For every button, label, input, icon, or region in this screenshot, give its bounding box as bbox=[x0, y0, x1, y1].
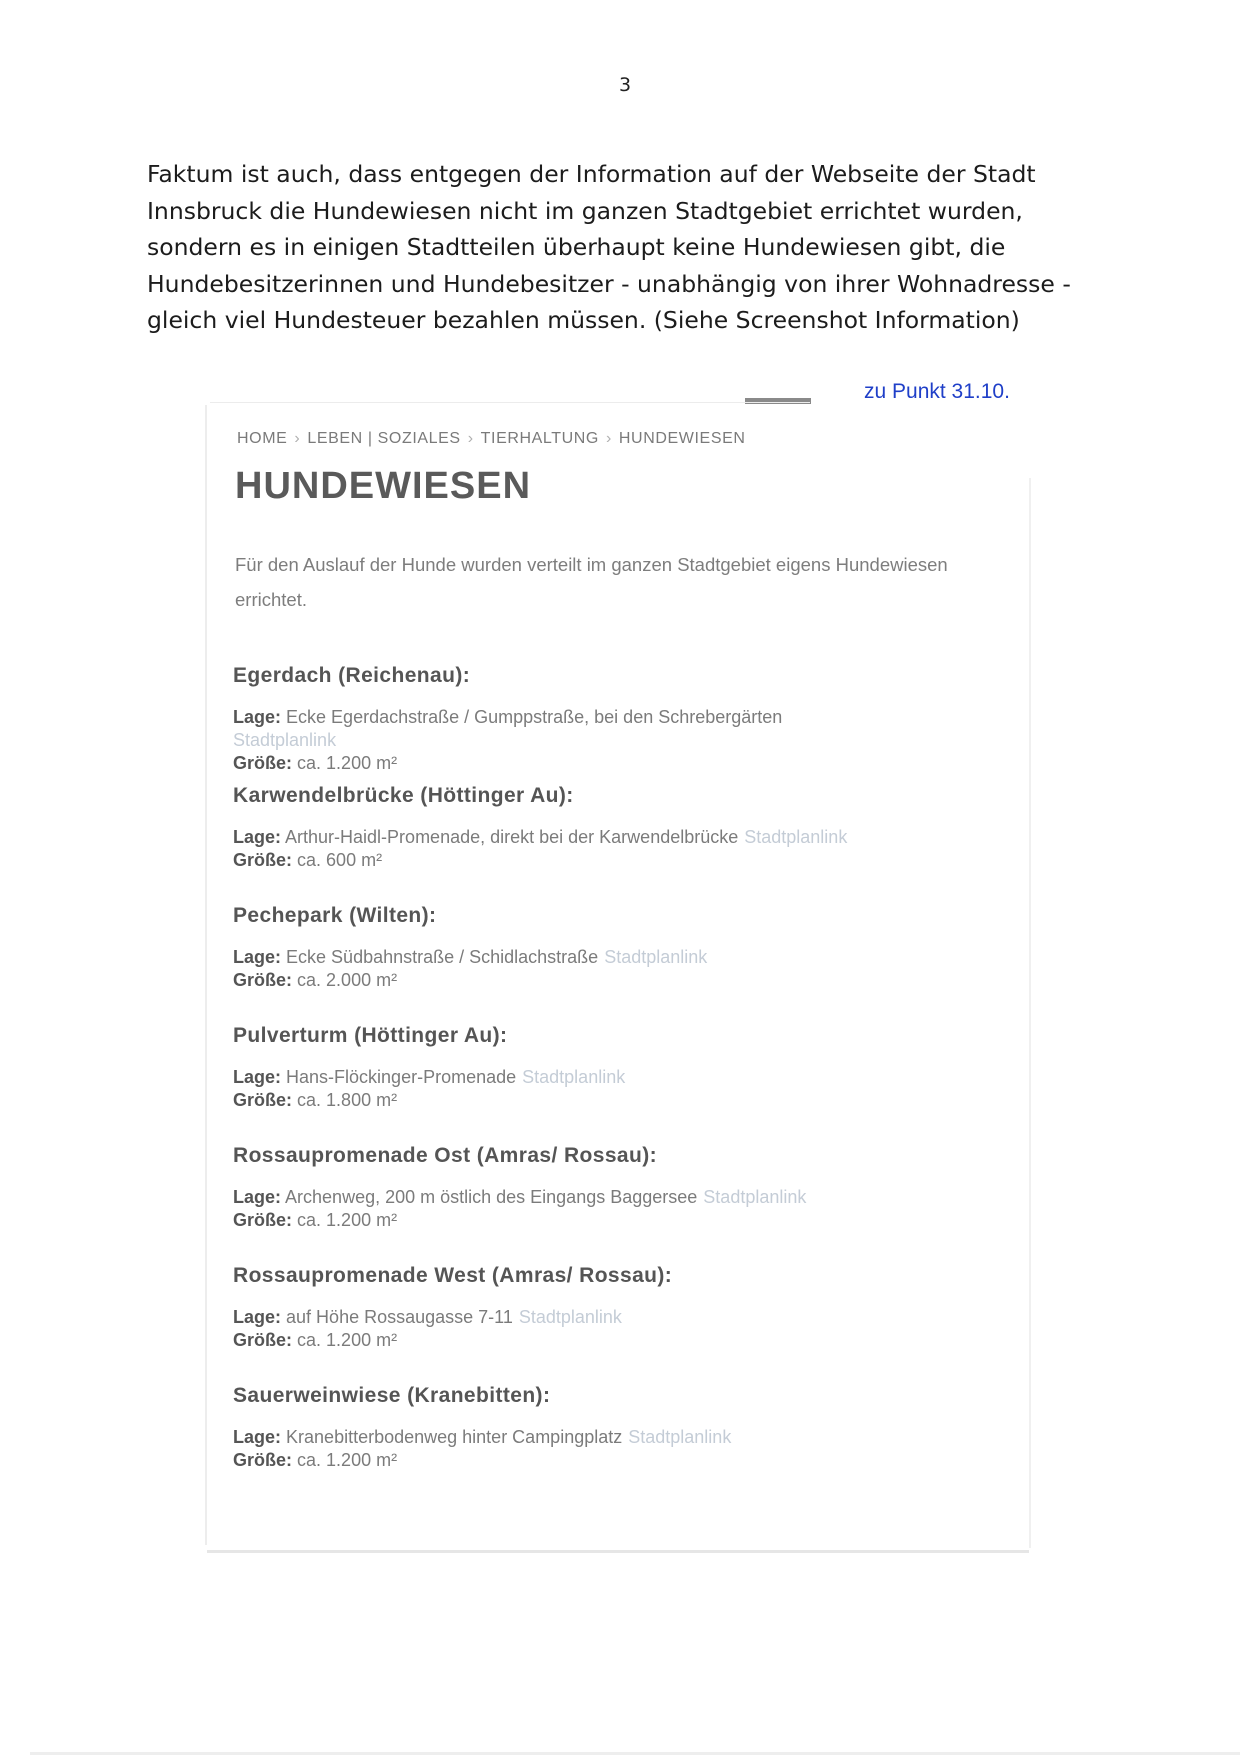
stadtplan-link[interactable]: Stadtplanlink bbox=[604, 947, 708, 967]
lage-label: Lage: bbox=[233, 1307, 282, 1327]
lage-label: Lage: bbox=[233, 707, 282, 727]
stadtplan-link[interactable]: Stadtplanlink bbox=[233, 730, 337, 750]
location-lage bbox=[233, 1306, 1013, 1329]
lage-value: auf Höhe Rossaugasse 7-11 bbox=[286, 1307, 513, 1327]
location-lage bbox=[233, 706, 1013, 752]
annotation-note: zu Punkt 31.10. bbox=[864, 380, 1010, 403]
breadcrumb-item-home[interactable]: HOME bbox=[237, 430, 288, 447]
location-groesse bbox=[233, 1329, 1013, 1352]
groesse-value: ca. 2.000 m² bbox=[297, 970, 398, 990]
groesse-value: ca. 1.800 m² bbox=[297, 1090, 398, 1110]
screenshot-right-border bbox=[1029, 478, 1031, 1548]
groesse-label: Größe: bbox=[233, 753, 293, 773]
groesse-label: Größe: bbox=[233, 1210, 293, 1230]
location-groesse bbox=[233, 752, 1013, 775]
lage-label: Lage: bbox=[233, 1187, 282, 1207]
stadtplan-link[interactable]: Stadtplanlink bbox=[744, 827, 848, 847]
breadcrumb-item-hundewiesen[interactable]: HUNDEWIESEN bbox=[618, 430, 746, 447]
lage-label: Lage: bbox=[233, 947, 282, 967]
stadtplan-link[interactable]: Stadtplanlink bbox=[628, 1427, 732, 1447]
groesse-label: Größe: bbox=[233, 1330, 293, 1350]
breadcrumb-separator: › bbox=[605, 430, 612, 447]
location-item bbox=[233, 780, 1013, 900]
screenshot-left-border bbox=[205, 405, 207, 1545]
location-item bbox=[233, 900, 1013, 1020]
breadcrumb bbox=[237, 430, 746, 448]
groesse-value: ca. 600 m² bbox=[297, 850, 383, 870]
groesse-value: ca. 1.200 m² bbox=[297, 753, 398, 773]
breadcrumb-item-leben-soziales[interactable]: LEBEN | SOZIALES bbox=[307, 430, 461, 447]
screenshot-top-bar bbox=[745, 398, 811, 404]
groesse-label: Größe: bbox=[233, 1450, 293, 1470]
location-groesse bbox=[233, 1089, 1013, 1112]
location-name: Pechepark (Wilten): bbox=[233, 904, 437, 927]
location-name: Karwendelbrücke (Höttinger Au): bbox=[233, 784, 574, 807]
location-name: Pulverturm (Höttinger Au): bbox=[233, 1024, 508, 1047]
lage-value: Ecke Egerdachstraße / Gumppstraße, bei den Schrebergärten bbox=[286, 707, 783, 727]
page-lead: Für den Auslauf der Hunde wurden verteilt im ganzen Stadtgebiet eigens Hundewiesen errichtet. bbox=[235, 554, 948, 610]
lage-value: Arthur-Haidl-Promenade, direkt bei der Karwendelbrücke bbox=[285, 827, 739, 847]
location-item bbox=[233, 660, 1013, 780]
location-lage bbox=[233, 1186, 1013, 1209]
groesse-label: Größe: bbox=[233, 1090, 293, 1110]
page-title: HUNDEWIESEN bbox=[235, 465, 532, 507]
screenshot-bottom-border bbox=[207, 1550, 1029, 1553]
location-item bbox=[233, 1380, 1013, 1500]
location-lage bbox=[233, 946, 1013, 969]
page-number: 3 bbox=[618, 74, 632, 96]
location-groesse bbox=[233, 849, 1013, 872]
breadcrumb-separator: › bbox=[467, 430, 474, 447]
location-lage bbox=[233, 1066, 1013, 1089]
location-lage bbox=[233, 1426, 1013, 1449]
location-name: Rossaupromenade Ost (Amras/ Rossau): bbox=[233, 1144, 658, 1167]
stadtplan-link[interactable]: Stadtplanlink bbox=[522, 1067, 626, 1087]
location-item bbox=[233, 1260, 1013, 1380]
stadtplan-link[interactable]: Stadtplanlink bbox=[518, 1307, 622, 1327]
screenshot-top-border bbox=[210, 402, 810, 403]
breadcrumb-separator: › bbox=[294, 430, 301, 447]
lage-label: Lage: bbox=[233, 1427, 282, 1447]
stadtplan-link[interactable]: Stadtplanlink bbox=[703, 1187, 807, 1207]
location-name: Sauerweinwiese (Kranebitten): bbox=[233, 1384, 551, 1407]
location-item bbox=[233, 1140, 1013, 1260]
lage-label: Lage: bbox=[233, 827, 282, 847]
location-item bbox=[233, 1020, 1013, 1140]
location-list bbox=[233, 660, 1013, 1500]
location-groesse bbox=[233, 969, 1013, 992]
lage-value: Hans-Flöckinger-Promenade bbox=[286, 1067, 517, 1087]
location-groesse bbox=[233, 1209, 1013, 1232]
groesse-value: ca. 1.200 m² bbox=[297, 1330, 398, 1350]
groesse-value: ca. 1.200 m² bbox=[297, 1450, 398, 1470]
lage-value: Kranebitterbodenweg hinter Campingplatz bbox=[286, 1427, 623, 1447]
location-name: Rossaupromenade West (Amras/ Rossau): bbox=[233, 1264, 673, 1287]
groesse-value: ca. 1.200 m² bbox=[297, 1210, 398, 1230]
lage-value: Archenweg, 200 m östlich des Eingangs Baggersee bbox=[285, 1187, 698, 1207]
groesse-label: Größe: bbox=[233, 850, 293, 870]
lage-value: Ecke Südbahnstraße / Schidlachstraße bbox=[286, 947, 599, 967]
intro-paragraph: Faktum ist auch, dass entgegen der Information auf der Webseite der Stadt Innsbruck die Hundewiesen nicht im ganzen Stadtgebiet errichtet wurden, sondern es in einigen Stadtteilen überhaupt keine Hundewiesen gibt, die Hundebesitzerinnen und Hundebesitzer - unabhängig von ihrer Wohnadresse - gleich viel Hundesteuer bezahlen müssen. (Siehe Screenshot Information) bbox=[147, 160, 1071, 334]
breadcrumb-item-tierhaltung[interactable]: TIERHALTUNG bbox=[480, 430, 599, 447]
groesse-label: Größe: bbox=[233, 970, 293, 990]
page-bottom-divider bbox=[30, 1752, 1240, 1755]
lage-label: Lage: bbox=[233, 1067, 282, 1087]
location-lage bbox=[233, 826, 1013, 849]
location-groesse bbox=[233, 1449, 1013, 1472]
location-name: Egerdach (Reichenau): bbox=[233, 664, 471, 687]
